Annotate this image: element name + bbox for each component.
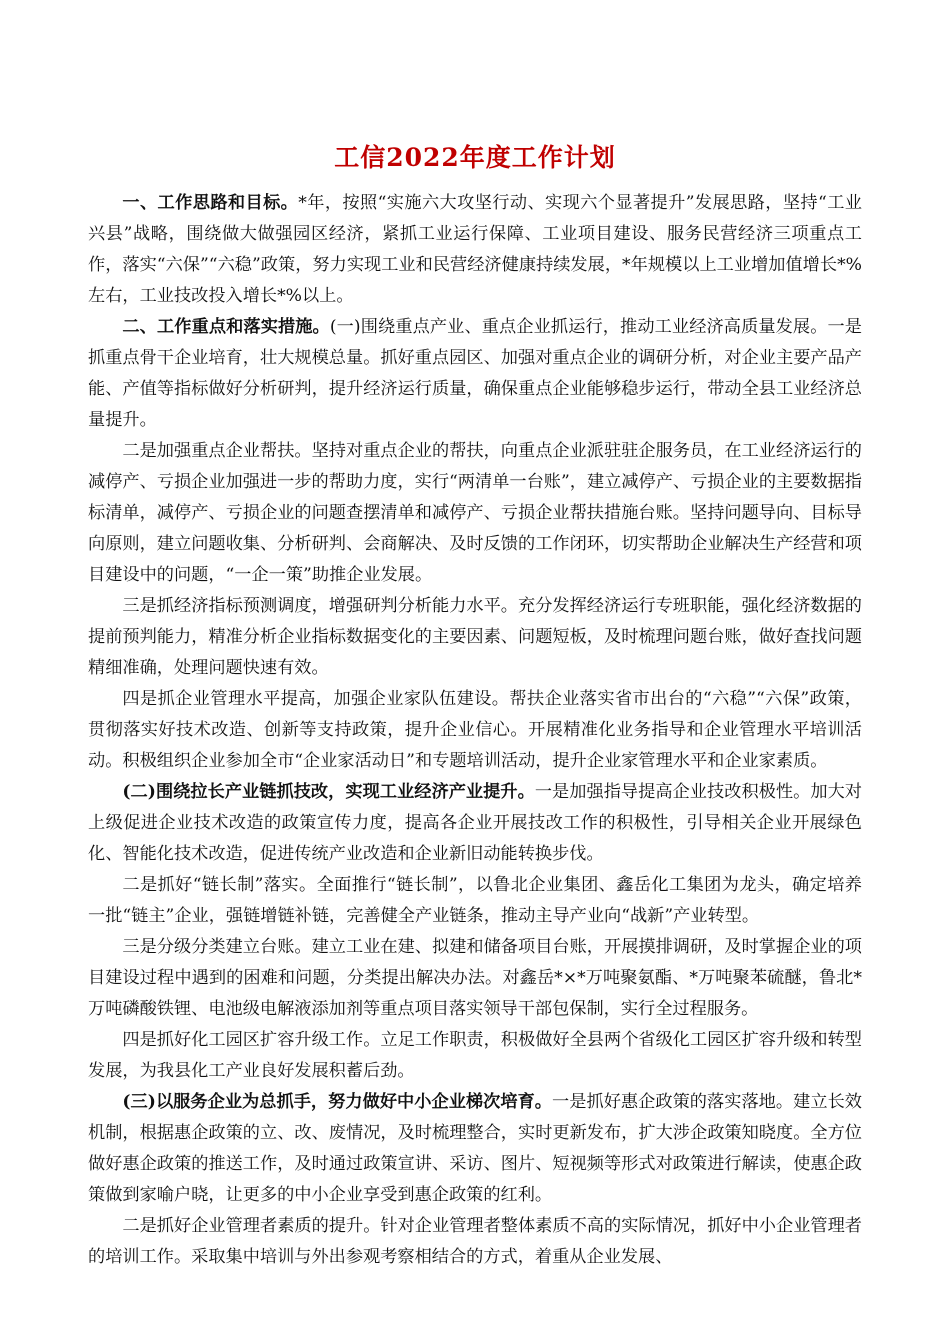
paragraph — [88, 870, 862, 932]
paragraph — [88, 1087, 862, 1211]
paragraph-text: 一是抓好惠企政策的落实落地。建立长效机制，根据惠企政策的立、改、废情况，及时梳理整合，实时更新发布，扩大涉企政策知晓度。全方位做好惠企政策的推送工作，及时通过政策宣讲、采访、图片、短视频等形式对政策进行解读，使惠企政策做到家喻户晓，让更多的中小企业享受到惠企政策的红利。 — [88, 1092, 862, 1205]
paragraph-lead: (二)围绕拉长产业链抓技改，实现工业经济产业提升。 — [122, 782, 535, 802]
paragraph-text: 二是抓好企业管理者素质的提升。针对企业管理者整体素质不高的实际情况，抓好中小企业管理者的培训工作。采取集中培训与外出参观考察相结合的方式，着重从企业发展、 — [88, 1216, 862, 1267]
paragraph — [88, 436, 862, 591]
paragraph-text: 二是加强重点企业帮扶。坚持对重点企业的帮扶，向重点企业派驻驻企服务员，在工业经济运行的减停产、亏损企业加强进一步的帮助力度，实行“两清单一台账”，建立减停产、亏损企业的主要数据指标清单，减停产、亏损企业的问题查摆清单和减停产、亏损企业帮扶措施台账。坚持问题导向、目标导向原则，建立问题收集、分析研判、会商解决、及时反馈的工作闭环，切实帮助企业解决生产经营和项目建设中的问题，“一企一策”助推企业发展。 — [88, 441, 862, 585]
paragraph — [88, 1211, 862, 1273]
paragraph-text: 三是抓经济指标预测调度，增强研判分析能力水平。充分发挥经济运行专班职能，强化经济数据的提前预判能力，精准分析企业指标数据变化的主要因素、问题短板，及时梳理问题台账，做好查找问题精细准确，处理问题快速有效。 — [88, 596, 862, 678]
paragraph — [88, 777, 862, 870]
paragraph — [88, 932, 862, 1025]
paragraph — [88, 188, 862, 312]
paragraph — [88, 684, 862, 777]
paragraph — [88, 1025, 862, 1087]
paragraph — [88, 591, 862, 684]
paragraph-lead: 二、工作重点和落实措施。 — [122, 317, 330, 337]
paragraph-text: 四是抓企业管理水平提高，加强企业家队伍建设。帮扶企业落实省市出台的“六稳”“六保”政策，贯彻落实好技术改造、创新等支持政策，提升企业信心。开展精准化业务指导和企业管理水平培训活动。积极组织企业参加全市“企业家活动日”和专题培训活动，提升企业家管理水平和企业家素质。 — [88, 689, 862, 771]
paragraph-text: *年，按照“实施六大攻坚行动、实现六个显著提升”发展思路，坚持“工业兴县”战略，围绕做大做强园区经济，紧抓工业运行保障、工业项目建设、服务民营经济三项重点工作，落实“六保”“六稳”政策，努力实现工业和民营经济健康持续发展，*年规模以上工业增加值增长*%左右，工业技改投入增长*%以上。 — [88, 193, 862, 306]
document-title: 工信2022年度工作计划 — [334, 143, 616, 172]
paragraph-text: 四是抓好化工园区扩容升级工作。立足工作职责，积极做好全县两个省级化工园区扩容升级和转型发展，为我县化工产业良好发展积蓄后劲。 — [88, 1030, 862, 1081]
paragraph-text: (一)围绕重点产业、重点企业抓运行，推动工业经济高质量发展。一是抓重点骨干企业培育，壮大规模总量。抓好重点园区、加强对重点企业的调研分析，对企业主要产品产能、产值等指标做好分析研判，提升经济运行质量，确保重点企业能够稳步运行，带动全县工业经济总量提升。 — [88, 317, 862, 430]
paragraph-lead: 一、工作思路和目标。 — [122, 193, 299, 213]
paragraph-text: 一是加强指导提高企业技改积极性。加大对上级促进企业技术改造的政策宣传力度，提高各企业开展技改工作的积极性，引导相关企业开展绿色化、智能化技术改造，促进传统产业改造和企业新旧动能转换步伐。 — [88, 782, 862, 864]
paragraph-lead: (三)以服务企业为总抓手，努力做好中小企业梯次培育。 — [122, 1092, 553, 1112]
paragraph — [88, 312, 862, 436]
paragraph-text: 二是抓好“链长制”落实。全面推行“链长制”，以鲁北企业集团、鑫岳化工集团为龙头，确定培养一批“链主”企业，强链增链补链，完善健全产业链条，推动主导产业向“战新”产业转型。 — [88, 875, 862, 926]
paragraph-text: 三是分级分类建立台账。建立工业在建、拟建和储备项目台账，开展摸排调研，及时掌握企业的项目建设过程中遇到的困难和问题，分类提出解决办法。对鑫岳*×*万吨聚氨酯、*万吨聚苯硫醚，鲁北*万吨磷酸铁锂、电池级电解液添加剂等重点项目落实领导干部包保制，实行全过程服务。 — [88, 937, 862, 1019]
